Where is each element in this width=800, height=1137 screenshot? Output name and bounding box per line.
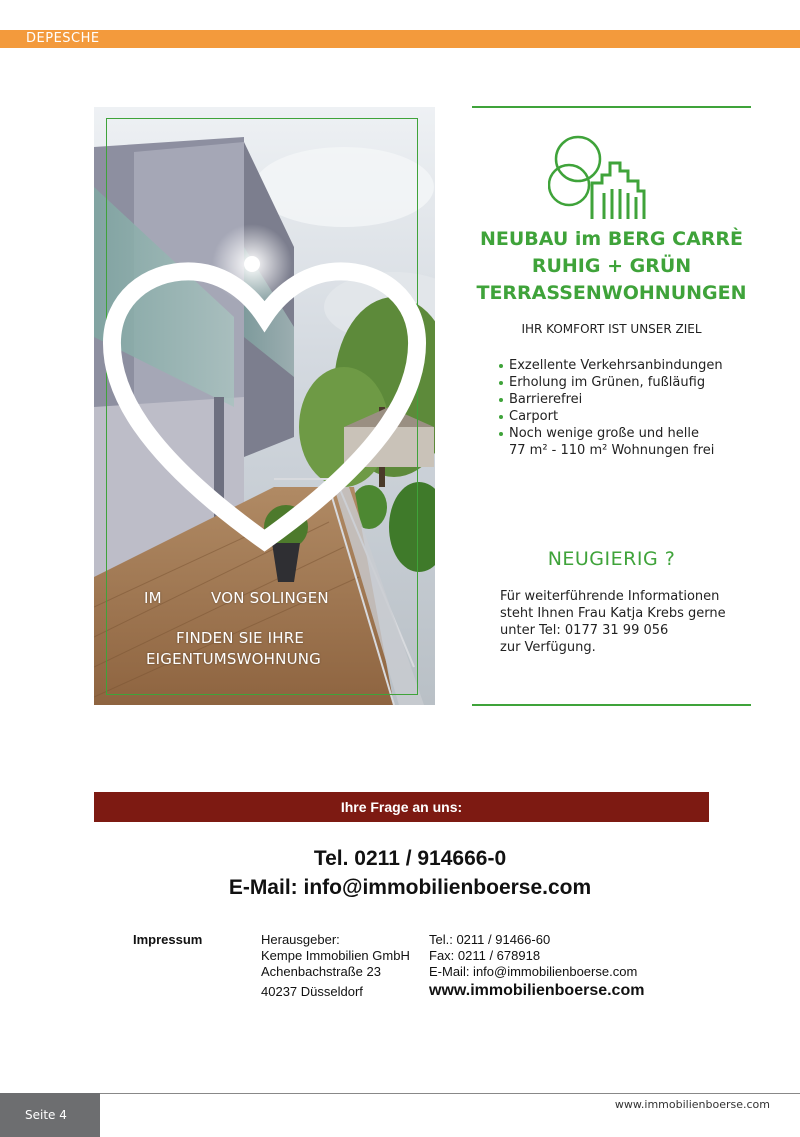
publisher-line: Kempe Immobilien GmbH	[261, 948, 410, 963]
feature-list	[498, 357, 723, 459]
section-label: DEPESCHE	[26, 31, 100, 46]
headline-3: TERRASSENWOHNUNGEN	[476, 282, 747, 304]
feature-item: Barrierefrei	[498, 391, 723, 408]
info-text	[500, 588, 726, 656]
question-label: Ihre Frage an uns:	[340, 799, 463, 815]
impressum-fax: Fax: 0211 / 678918	[429, 948, 541, 963]
publisher-line: Achenbachstraße 23	[261, 964, 381, 979]
publisher-line: 40237 Düsseldorf	[261, 984, 363, 999]
impressum-phone: Tel.: 0211 / 91466-60	[429, 932, 551, 947]
footer-divider	[100, 1093, 800, 1094]
impressum-title: Impressum	[133, 932, 203, 947]
feature-item-continuation: 77 m² - 110 m² Wohnungen frei	[509, 443, 715, 458]
headline-1: NEUBAU im BERG CARRÈ	[479, 228, 744, 250]
footer-url-link[interactable]: www.immobilienboerse.com	[614, 1098, 770, 1111]
bottom-green-rule	[472, 704, 751, 706]
contact-phone[interactable]: Tel. 0211 / 914666-0	[313, 847, 507, 870]
curious-heading: NEUGIERIG ?	[547, 548, 676, 570]
feature-item: Noch wenige große und helle	[498, 425, 723, 442]
impressum-email[interactable]: E-Mail: info@immobilienboerse.com	[429, 964, 638, 979]
page-number-box	[0, 1093, 100, 1137]
feature-item: Exzellente Verkehrsanbindungen	[498, 357, 723, 374]
header-bar	[0, 30, 800, 48]
caption-line3: EIGENTUMSWOHNUNG	[146, 650, 321, 668]
info-line: steht Ihnen Frau Katja Krebs gerne	[500, 606, 726, 621]
page-label: Seite 4	[25, 1108, 67, 1122]
feature-item: Erholung im Grünen, fußläufig	[498, 374, 723, 391]
caption-line2: FINDEN SIE IHRE	[176, 629, 305, 647]
heart-icon	[94, 107, 435, 705]
caption-line1-right: VON SOLINGEN	[211, 589, 329, 607]
info-line: Für weiterführende Informationen	[500, 589, 720, 604]
feature-item: Carport	[498, 408, 723, 425]
info-line: unter Tel: 0177 31 99 056	[500, 623, 669, 638]
publisher-line: Herausgeber:	[261, 932, 340, 947]
info-line: zur Verfügung.	[500, 640, 596, 655]
caption-line1-left: IM	[144, 589, 162, 607]
property-photo	[94, 107, 435, 705]
contact-email[interactable]: E-Mail: info@immobilienboerse.com	[228, 876, 592, 899]
berg-carre-logo-icon	[548, 135, 648, 220]
impressum-website-link[interactable]: www.immobilienboerse.com	[429, 982, 645, 999]
headline-2: RUHIG + GRÜN	[531, 255, 692, 277]
question-bar	[94, 792, 709, 822]
tagline: IHR KOMFORT IST UNSER ZIEL	[521, 322, 702, 336]
top-green-rule	[472, 106, 751, 108]
